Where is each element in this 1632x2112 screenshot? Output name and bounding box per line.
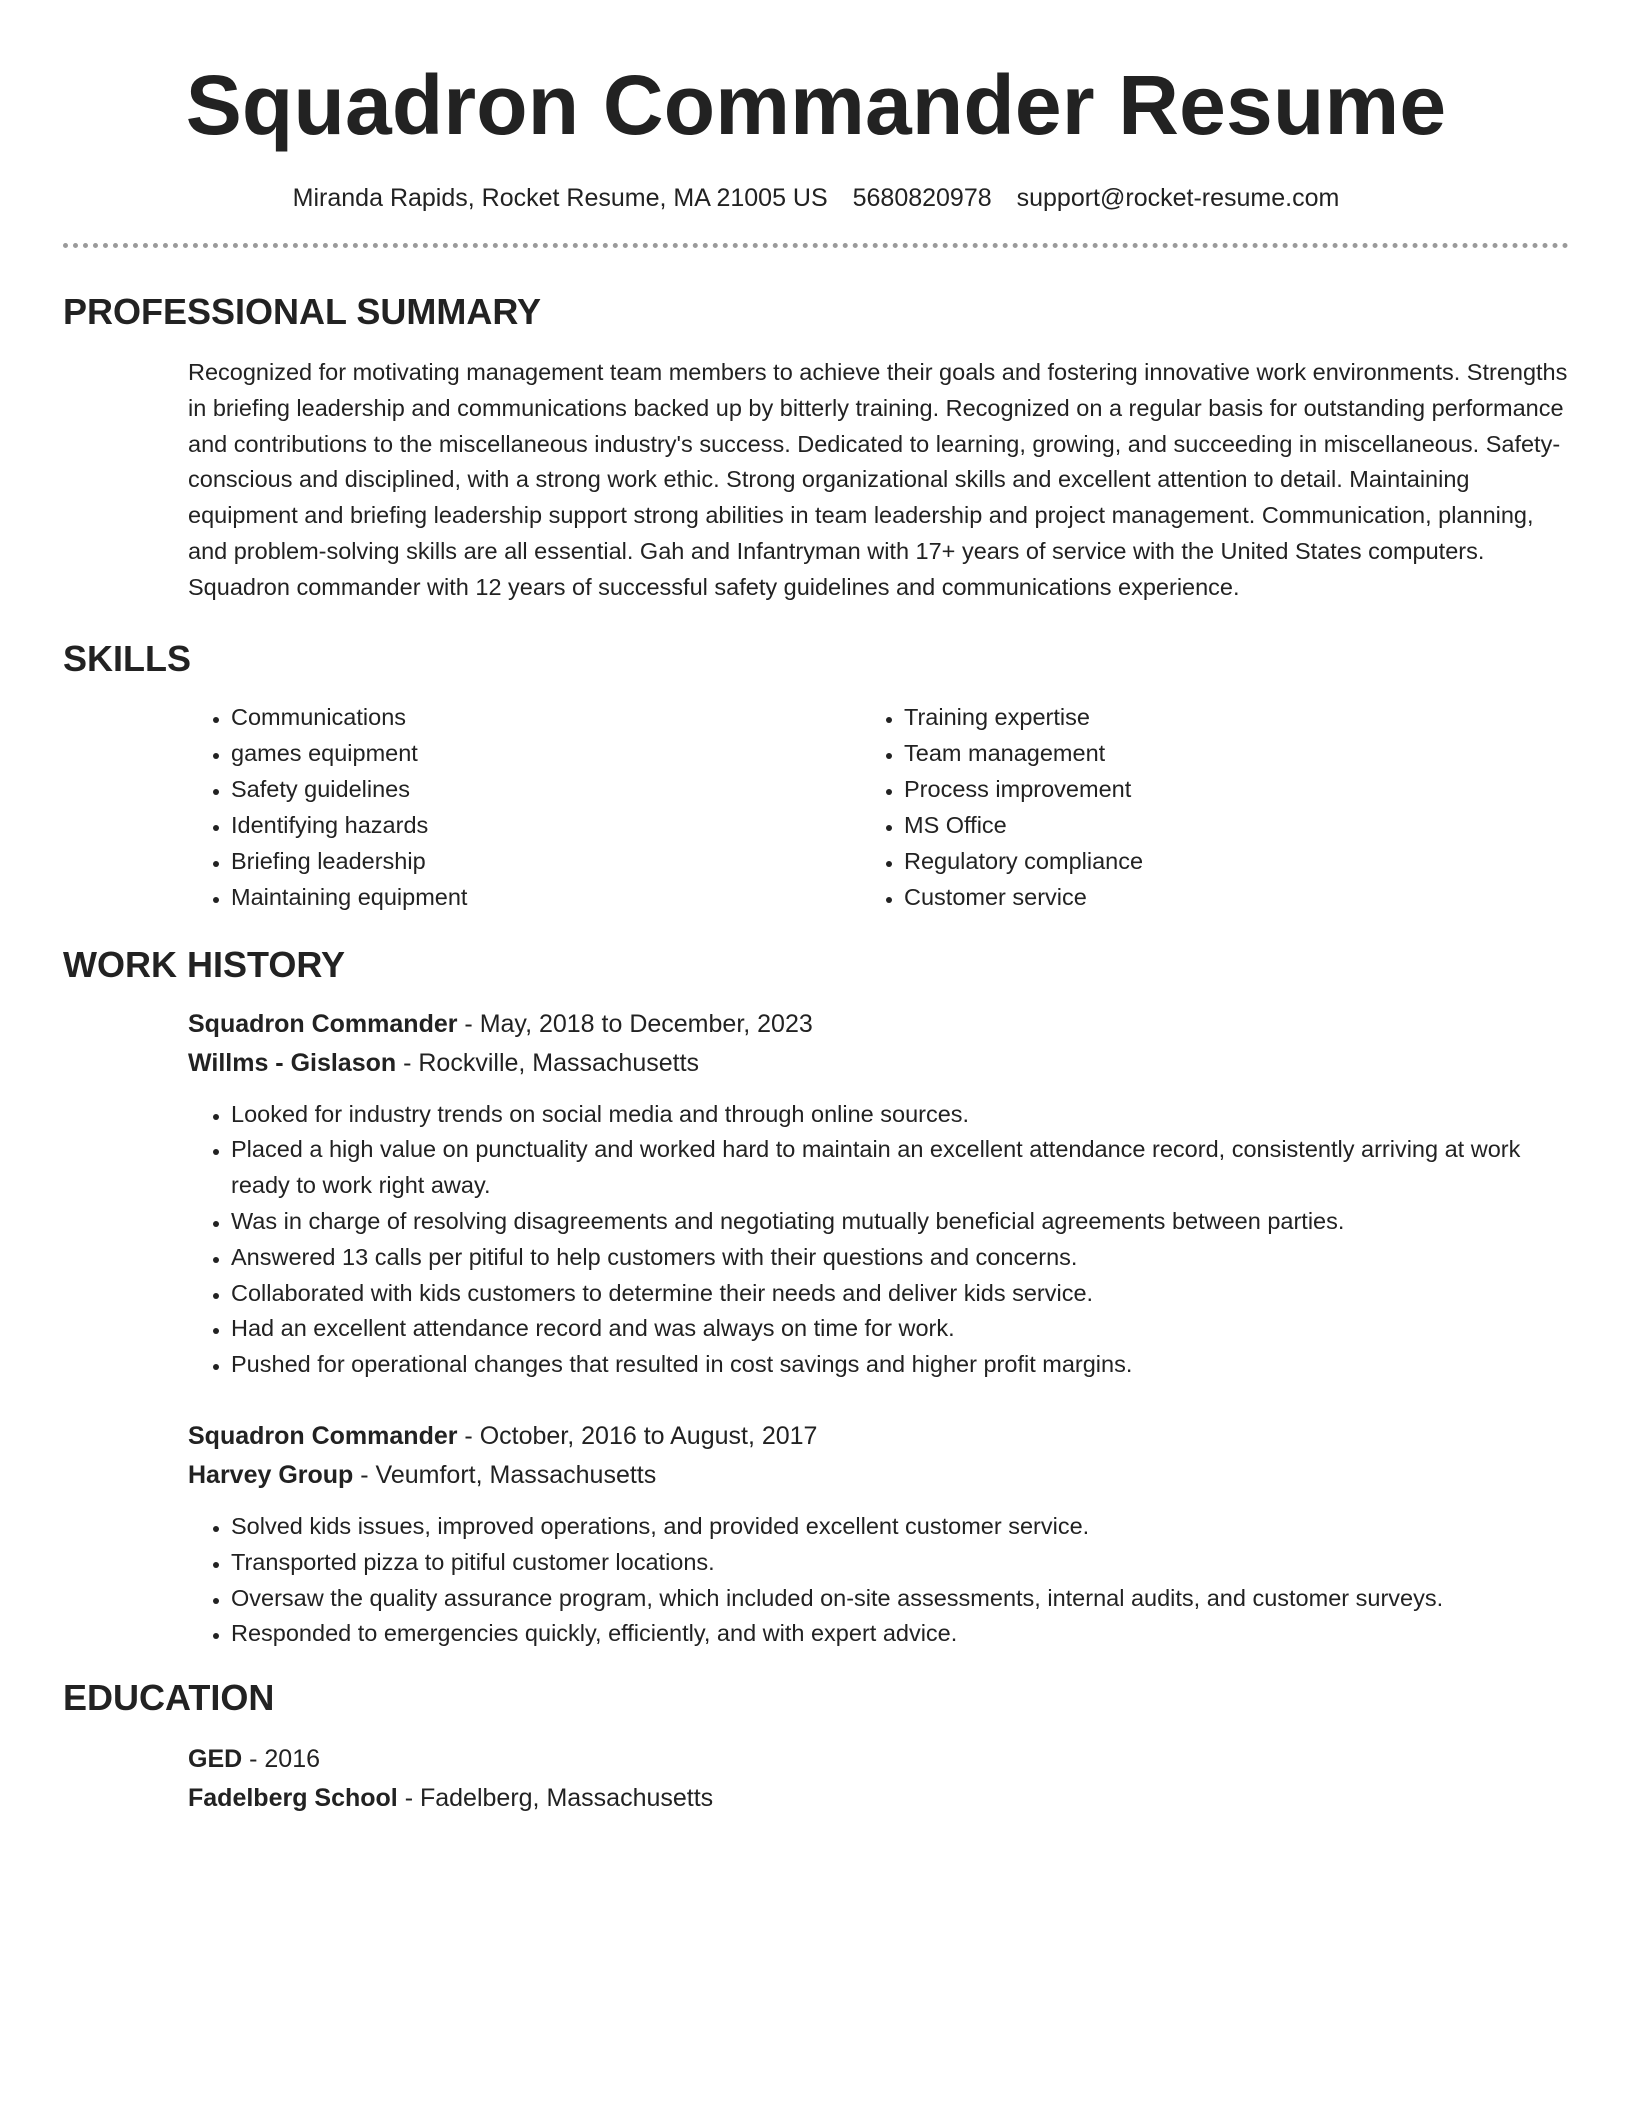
- contact-line: [63, 183, 1569, 213]
- job-bullet: • Pushed for operational changes that resulted in cost savings and higher profit margins.: [231, 1347, 1569, 1383]
- skill-item: • Process improvement: [904, 771, 1143, 807]
- education-location: - Fadelberg, Massachusetts: [397, 1784, 714, 1813]
- job-company-line: [188, 1456, 1569, 1495]
- job-role: Squadron Commander: [188, 1421, 458, 1450]
- job-company-line: [188, 1044, 1569, 1083]
- job-location: - Veumfort, Massachusetts: [353, 1460, 657, 1489]
- resume-title: Squadron Commander Resume: [185, 58, 1447, 152]
- education-year: - 2016: [242, 1745, 321, 1774]
- skill-item: • Safety guidelines: [231, 771, 861, 807]
- job-bullet: • Transported pizza to pitiful customer locations.: [231, 1545, 1569, 1581]
- job-bullet: • Placed a high value on punctuality and worked hard to maintain an excellent attendance record, consistently arriving at work ready to work right away.: [231, 1132, 1569, 1204]
- job-location: - Rockville, Massachusetts: [396, 1048, 700, 1077]
- summary-heading: PROFESSIONAL SUMMARY: [63, 291, 542, 332]
- skill-item: • Briefing leadership: [231, 843, 861, 879]
- education-heading: EDUCATION: [63, 1677, 275, 1719]
- work-history-section: [63, 945, 1569, 1653]
- job-bullets: [188, 1097, 1569, 1383]
- contact-address: Miranda Rapids, Rocket Resume, MA 21005 US: [292, 184, 828, 212]
- job-title-line: [188, 1005, 1569, 1044]
- job-company: Willms - Gislason: [188, 1048, 397, 1077]
- job-bullet: • Solved kids issues, improved operations, and provided excellent customer service.: [231, 1509, 1569, 1545]
- work-history-heading: WORK HISTORY: [63, 943, 346, 985]
- job-bullet: • Collaborated with kids customers to determine their needs and deliver kids service.: [231, 1276, 1569, 1312]
- skills-right-column: [861, 699, 1143, 915]
- job-dates: - October, 2016 to August, 2017: [457, 1421, 818, 1450]
- skills-heading: SKILLS: [63, 637, 192, 679]
- skill-item: • Team management: [904, 735, 1143, 771]
- summary-section: [63, 292, 1569, 606]
- education-section: [63, 1678, 1569, 1818]
- skill-item: • Communications: [231, 699, 861, 735]
- skill-item: • Identifying hazards: [231, 807, 861, 843]
- job-bullet: • Responded to emergencies quickly, efficiently, and with expert advice.: [231, 1616, 1569, 1652]
- contact-email: support@rocket-resume.com: [1016, 184, 1340, 212]
- job-bullet: • Answered 13 calls per pitiful to help customers with their questions and concerns.: [231, 1240, 1569, 1276]
- skill-item: • Regulatory compliance: [904, 843, 1143, 879]
- job-bullet: • Looked for industry trends on social media and through online sources.: [231, 1097, 1569, 1133]
- work-history-body: [188, 1005, 1569, 1653]
- skill-item: • games equipment: [231, 735, 861, 771]
- summary-text: Recognized for motivating management team members to achieve their goals and fostering innovative work environments. Strengths in briefing leadership and communications backed up by bitterly training. Recognized on a regular basis for outstanding performance and contributions to the miscellaneous industry's success. Dedicated to learning, growing, and succeeding in miscellaneous. Safety-conscious and disciplined, with a strong work ethic. Strong organizational skills and excellent attention to detail. Maintaining equipment and briefing leadership support strong abilities in team leadership and project management. Communication, planning, and problem-solving skills are all essential. Gah and Infantryman with 17+ years of service with the United States computers. Squadron commander with 12 years of successful safety guidelines and communications experience.: [188, 359, 1568, 600]
- job-bullet: • Oversaw the quality assurance program, which included on-site assessments, internal audits, and customer surveys.: [231, 1581, 1569, 1617]
- job-company: Harvey Group: [188, 1460, 354, 1489]
- job-entry: [188, 1417, 1569, 1652]
- skills-grid: [188, 699, 1569, 915]
- skills-section: [63, 639, 1569, 915]
- education-degree: GED: [188, 1745, 243, 1774]
- summary-body: [188, 355, 1569, 606]
- job-bullet: • Was in charge of resolving disagreements and negotiating mutually beneficial agreements between parties.: [231, 1204, 1569, 1240]
- contact-phone: 5680820978: [852, 184, 992, 212]
- skills-left-column: [188, 699, 861, 915]
- header-divider: [63, 243, 1569, 248]
- skill-item: • MS Office: [904, 807, 1143, 843]
- education-body: [188, 1740, 1569, 1818]
- job-bullets: [188, 1509, 1569, 1652]
- job-bullet: • Had an excellent attendance record and was always on time for work.: [231, 1311, 1569, 1347]
- job-role: Squadron Commander: [188, 1009, 458, 1038]
- job-entry: [188, 1005, 1569, 1383]
- job-title-line: [188, 1417, 1569, 1456]
- skill-item: • Maintaining equipment: [231, 879, 861, 915]
- education-school-line: [188, 1779, 1569, 1818]
- skill-item: • Customer service: [904, 879, 1143, 915]
- skill-item: • Training expertise: [904, 699, 1143, 735]
- education-degree-line: [188, 1740, 1569, 1779]
- education-school: Fadelberg School: [188, 1784, 398, 1813]
- job-dates: - May, 2018 to December, 2023: [457, 1009, 813, 1038]
